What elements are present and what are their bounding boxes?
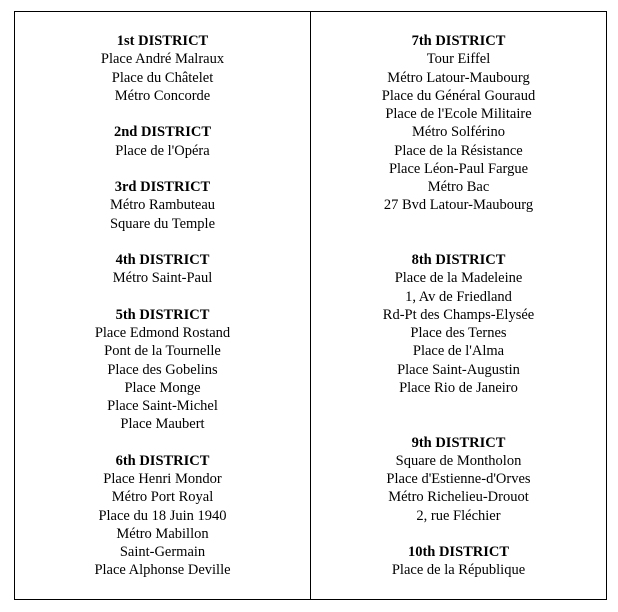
place-item: Place de la Résistance — [394, 142, 523, 159]
district-title: 4th DISTRICT — [115, 252, 210, 268]
place-item: Place de l'Opéra — [115, 142, 210, 159]
place-item: 2, rue Fléchier — [416, 507, 501, 524]
place-item: Place de la République — [391, 562, 526, 579]
place-item: Place André Malraux — [100, 51, 225, 68]
district-title: 5th DISTRICT — [115, 306, 210, 323]
place-item: Place Saint-Michel — [107, 398, 218, 414]
place-item: Place du 18 Juin 1940 — [98, 507, 227, 524]
district-6 — [15, 452, 310, 580]
districts-table — [14, 11, 607, 600]
district-title: 7th DISTRICT — [411, 33, 506, 49]
place-item: Métro Saint-Paul — [112, 270, 213, 287]
place-item: Square de Montholon — [395, 452, 522, 469]
district-title: 10th DISTRICT — [407, 544, 510, 560]
place-item: Place des Ternes — [410, 325, 507, 341]
place-item: Place des Gobelins — [107, 361, 218, 378]
place-item: 1, Av de Friedland — [405, 288, 512, 305]
place-item: 27 Bvd Latour-Maubourg — [383, 197, 534, 214]
district-5 — [15, 306, 310, 434]
district-title: 3rd DISTRICT — [114, 179, 211, 195]
district-4 — [15, 251, 310, 288]
place-item: Métro Solférino — [411, 124, 506, 141]
district-8 — [311, 251, 606, 397]
place-item: Place Alphonse Deville — [94, 562, 231, 579]
place-item: Rd-Pt des Champs-Elysée — [382, 306, 535, 323]
place-item: Saint-Germain — [119, 544, 206, 560]
place-item: Place de la Madeleine — [394, 270, 523, 287]
place-item: Métro Latour-Maubourg — [387, 69, 530, 86]
place-item: Métro Rambuteau — [109, 197, 216, 214]
place-item: Métro Richelieu-Drouot — [388, 489, 529, 506]
district-title: 1st DISTRICT — [116, 33, 209, 49]
place-item: Place de l'Alma — [412, 343, 505, 360]
place-item: Place d'Estienne-d'Orves — [386, 471, 531, 487]
right-column — [311, 12, 606, 599]
place-item: Place Henri Mondor — [103, 471, 222, 487]
district-title: 6th DISTRICT — [115, 452, 210, 469]
district-10 — [311, 543, 606, 580]
district-title: 8th DISTRICT — [411, 252, 506, 268]
place-item: Place de l'Ecole Militaire — [385, 106, 532, 122]
place-item: Pont de la Tournelle — [104, 343, 221, 360]
district-title: 2nd DISTRICT — [113, 124, 212, 141]
place-item: Place du Châtelet — [111, 69, 214, 86]
district-7 — [311, 32, 606, 215]
district-2 — [15, 123, 310, 160]
place-item: Métro Port Royal — [111, 489, 214, 506]
place-item: Place Monge — [124, 379, 201, 396]
place-item: Place Edmond Rostand — [94, 325, 231, 341]
place-item: Place Saint-Augustin — [397, 361, 520, 378]
place-item: Métro Concorde — [114, 87, 211, 104]
place-item: Métro Bac — [427, 179, 490, 195]
district-3 — [15, 178, 310, 233]
district-title: 9th DISTRICT — [411, 434, 506, 451]
place-item: Tour Eiffel — [426, 51, 491, 68]
left-column — [15, 12, 311, 599]
district-1 — [15, 32, 310, 105]
place-item: Place du Général Gouraud — [381, 87, 536, 104]
place-item: Place Maubert — [120, 416, 205, 433]
place-item: Métro Mabillon — [116, 525, 209, 542]
district-9 — [311, 434, 606, 525]
place-item: Place Léon-Paul Fargue — [388, 160, 529, 177]
place-item: Square du Temple — [109, 215, 216, 232]
place-item: Place Rio de Janeiro — [399, 379, 518, 396]
